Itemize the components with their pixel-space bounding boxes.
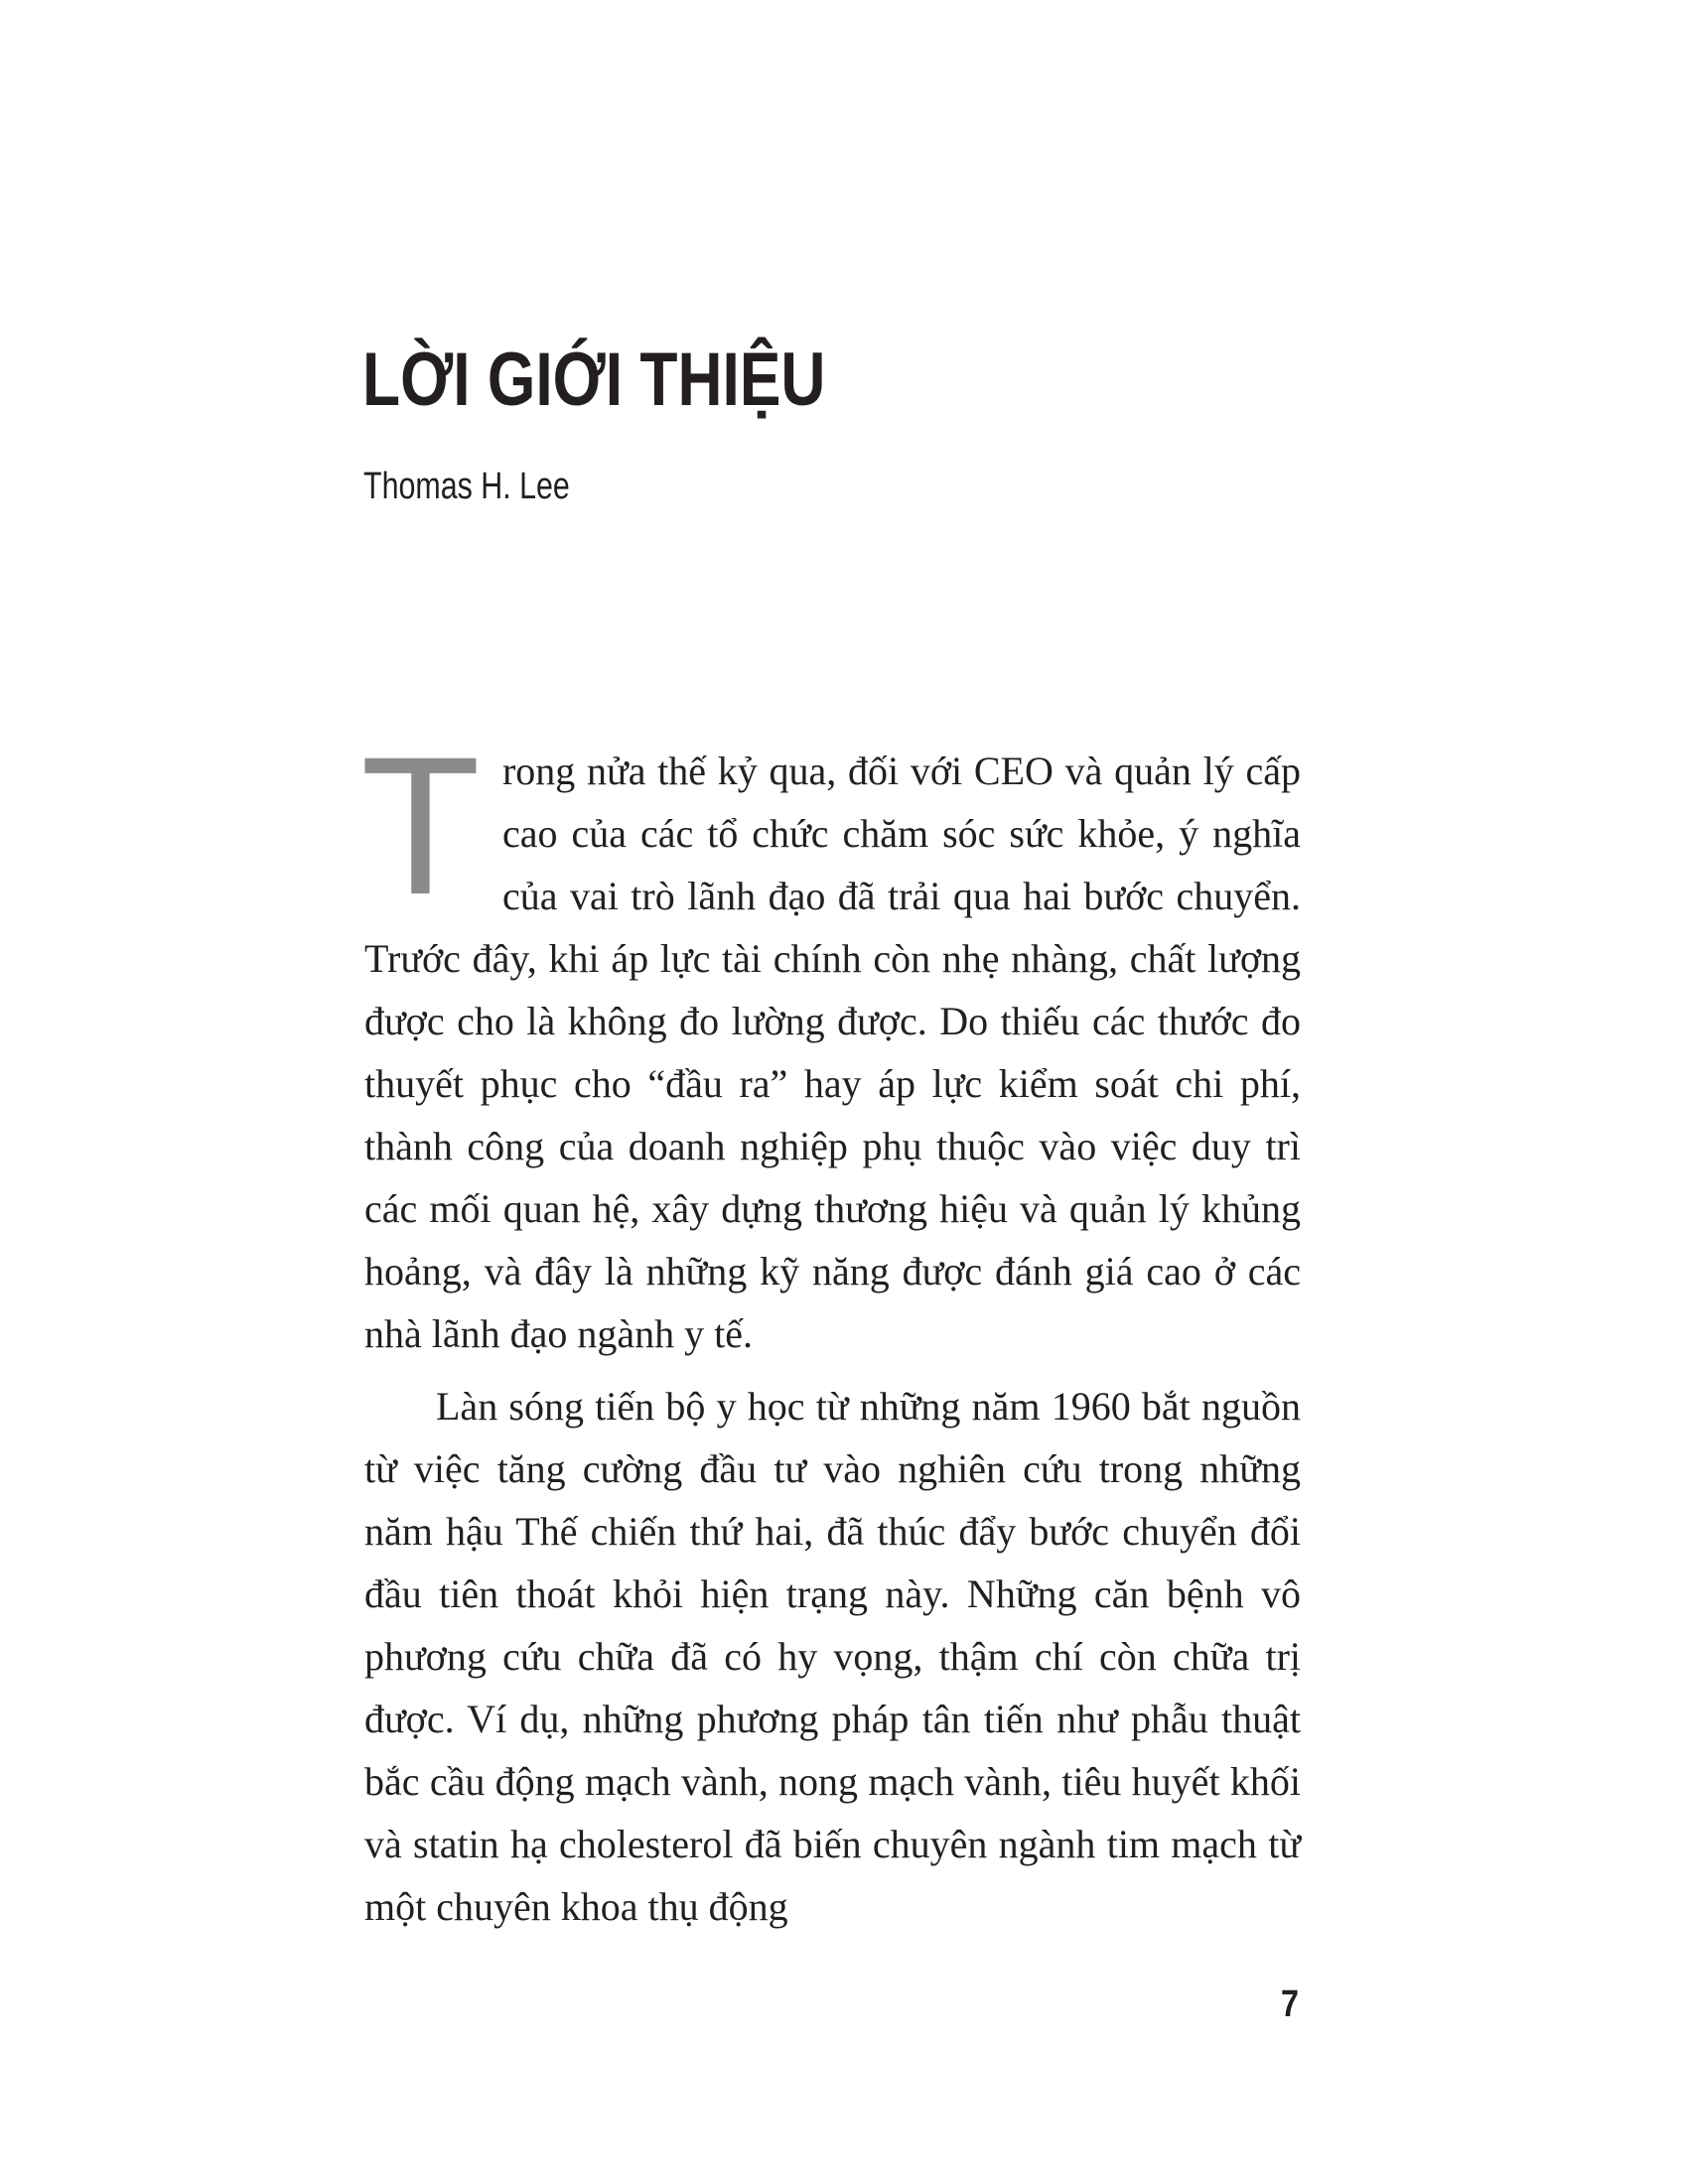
author-name: Thomas H. Lee xyxy=(363,466,570,507)
paragraph-1-text: rong nửa thế kỷ qua, đối với CEO và quản lý cấp cao của các tổ chức chăm sóc sức khỏe, ý nghĩa của vai trò lãnh đạo đã trải qua hai bước chuyển. Trước đây, khi áp lực tài chính còn nhẹ nhàng, chất lượng được cho là không đo lường được. Do thiếu các thước đo thuyết phục cho “đầu ra” hay áp lực kiểm soát chi phí, thành công của doanh nghiệp phụ thuộc vào việc duy trì các mối quan hệ, xây dựng thương hiệu và quản lý khủng hoảng, và đây là những kỹ năng được đánh giá cao ở các nhà lãnh đạo ngành y tế. xyxy=(364,749,1301,1356)
page-number: 7 xyxy=(1281,1983,1299,2025)
paragraph-1 xyxy=(360,716,1301,1365)
drop-cap: T xyxy=(360,716,481,935)
body-text xyxy=(360,716,1301,1938)
chapter-title: LỜI GIỚI THIỆU xyxy=(362,338,826,422)
paragraph-2: Làn sóng tiến bộ y học từ những năm 1960 bắt nguồn từ việc tăng cường đầu tư vào nghiên cứu trong những năm hậu Thế chiến thứ hai, đã thúc đẩy bước chuyển đổi đầu tiên thoát khỏi hiện trạng này. Những căn bệnh vô phương cứu chữa đã có hy vọng, thậm chí còn chữa trị được. Ví dụ, những phương pháp tân tiến như phẫu thuật bắc cầu động mạch vành, nong mạch vành, tiêu huyết khối và statin hạ cholesterol đã biến chuyên ngành tim mạch từ một chuyên khoa thụ động xyxy=(364,1384,1301,1929)
